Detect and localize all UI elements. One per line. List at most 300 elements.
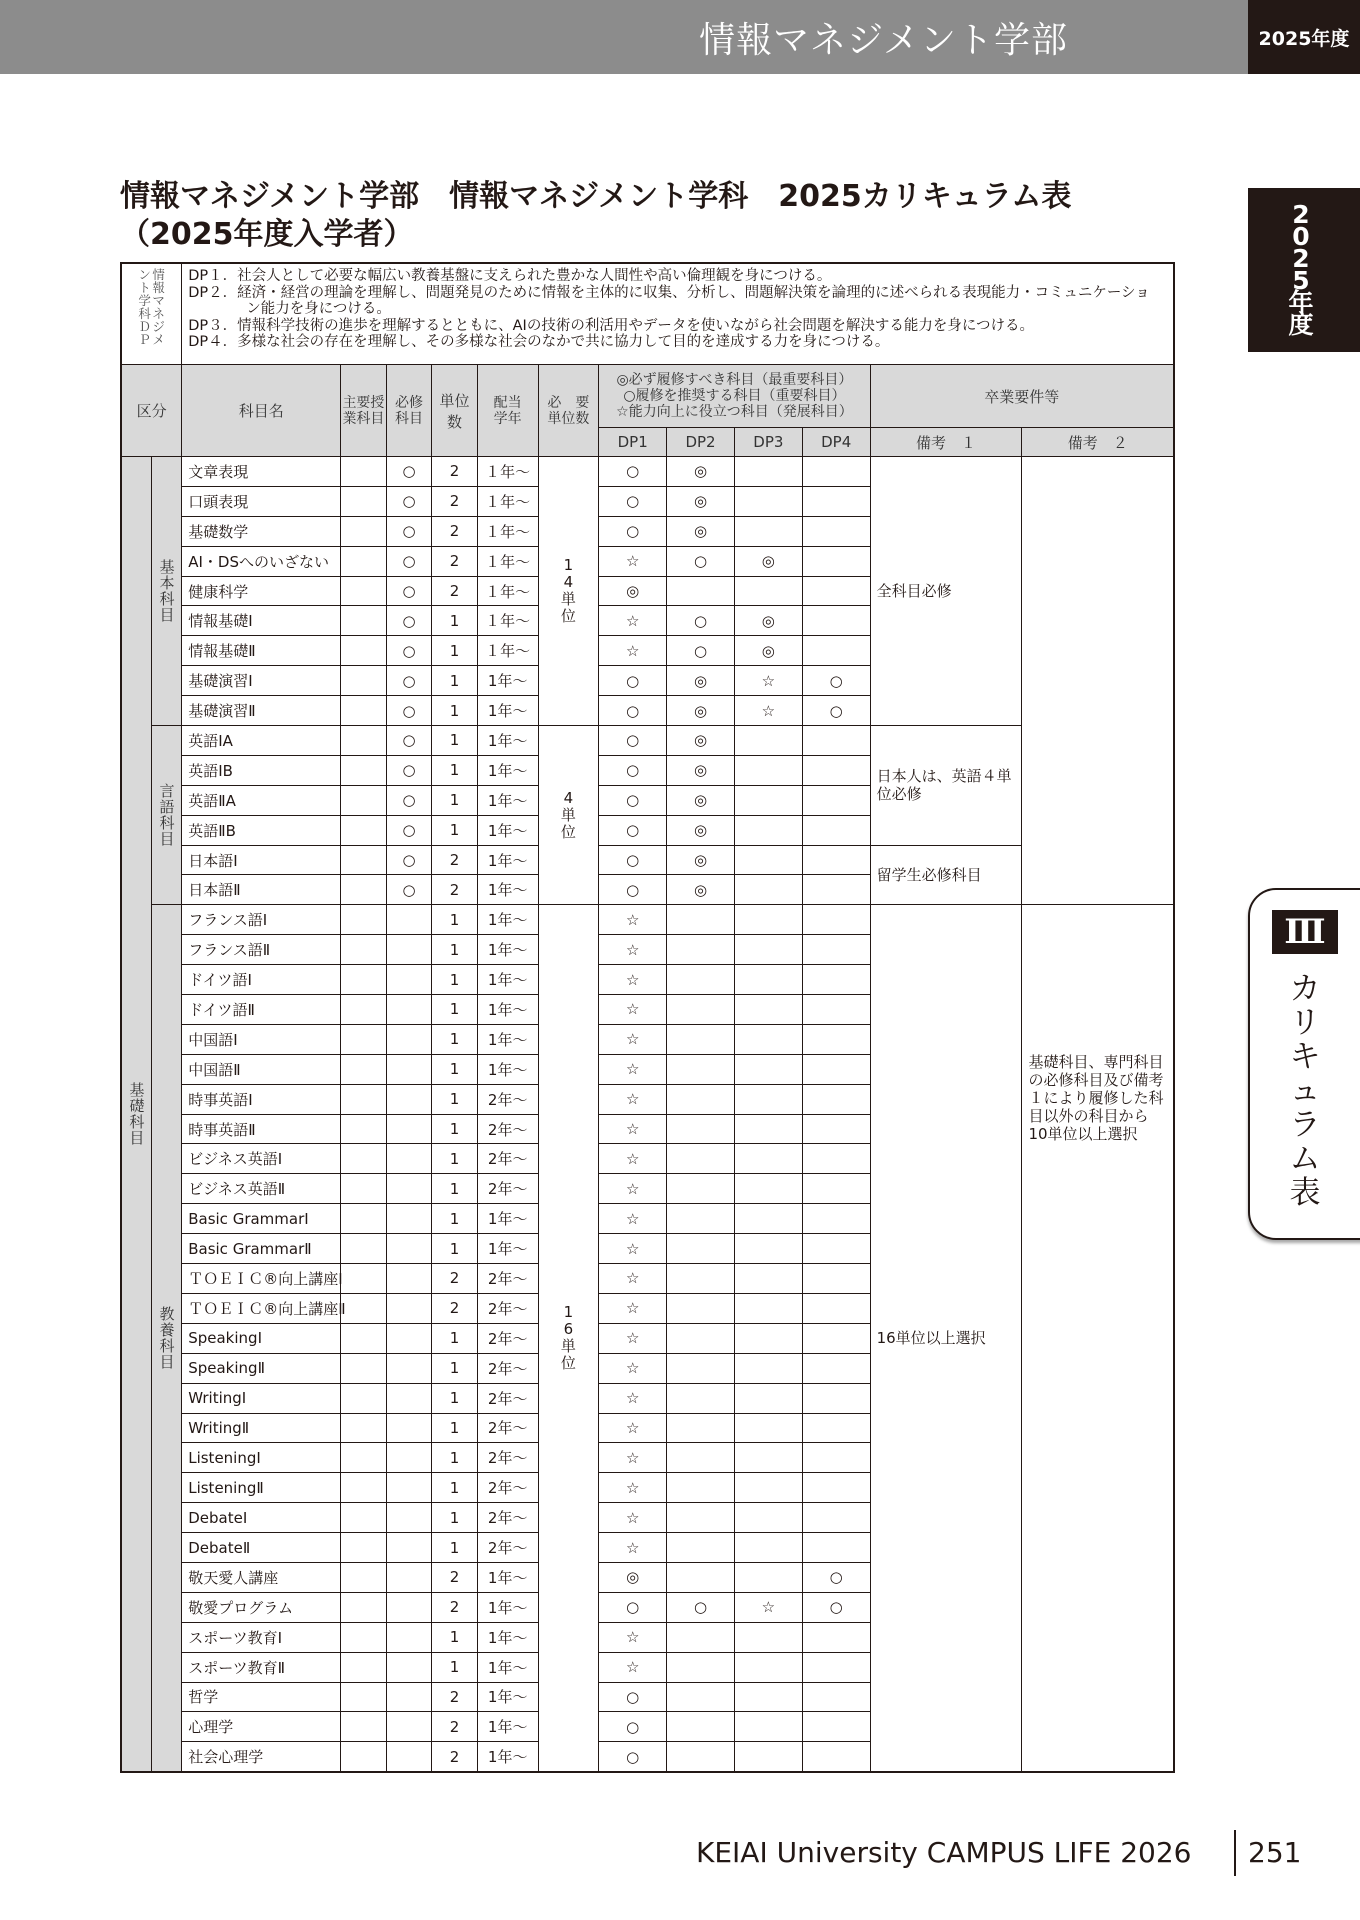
dp4-text: DP４．多様な社会の存在を理解し、その多様な社会のなかで共に協力して目的を達成する力を身につける。 bbox=[188, 334, 890, 350]
year-value: 1年〜 bbox=[477, 935, 538, 965]
year-value: 2年〜 bbox=[477, 1383, 538, 1413]
dp2-mark bbox=[667, 576, 735, 606]
dp4-mark bbox=[802, 1413, 870, 1443]
required-mark: ○ bbox=[386, 755, 432, 785]
subject-name: ドイツ語Ⅱ bbox=[182, 995, 341, 1025]
dp1-mark: ☆ bbox=[599, 935, 667, 965]
dp-heading-char: 科 bbox=[138, 306, 151, 321]
year-value: 2年〜 bbox=[477, 1473, 538, 1503]
required-mark bbox=[386, 1054, 432, 1084]
dp4-mark bbox=[802, 965, 870, 995]
dp3-mark bbox=[734, 1533, 802, 1563]
header-credits: 単位数 bbox=[432, 365, 478, 457]
dp2-text-cont: ン能力を身につける。 bbox=[246, 301, 391, 317]
dp4-mark bbox=[802, 1383, 870, 1413]
dp-heading-char: 報 bbox=[152, 280, 165, 295]
main-class-cell bbox=[341, 486, 387, 516]
main-class-cell bbox=[341, 1592, 387, 1622]
credit-value: 1 bbox=[432, 1443, 478, 1473]
dp4-mark bbox=[802, 785, 870, 815]
required-mark bbox=[386, 1144, 432, 1174]
credit-value: 2 bbox=[432, 1592, 478, 1622]
group-language-cell bbox=[151, 726, 181, 905]
dp-heading-char: 学 bbox=[138, 293, 151, 308]
dp3-mark bbox=[734, 1084, 802, 1114]
required-mark bbox=[386, 1353, 432, 1383]
required-mark bbox=[386, 1174, 432, 1204]
dp1-mark: ☆ bbox=[599, 1293, 667, 1323]
dp2-text: DP２．経済・経営の理論を理解し、問題発見のために情報を主体的に収集、分析し、問題解決策を論理的に述べられる表現能力・コミュニケーショ bbox=[188, 284, 1150, 301]
required-units-cell bbox=[538, 905, 599, 1772]
dp3-mark bbox=[734, 1622, 802, 1652]
dp2-mark bbox=[667, 1652, 735, 1682]
dp4-mark bbox=[802, 516, 870, 546]
chapter-char: ム bbox=[1289, 1141, 1321, 1177]
chapter-tab[interactable] bbox=[1248, 888, 1360, 1240]
dp3-mark: ☆ bbox=[734, 696, 802, 726]
required-mark bbox=[386, 1622, 432, 1652]
header-dp2: DP2 bbox=[667, 428, 735, 457]
dp2-mark bbox=[667, 1024, 735, 1054]
group-basic-cell bbox=[151, 457, 181, 726]
dp1-mark: ☆ bbox=[599, 546, 667, 576]
year-badge: 2025年度 bbox=[1248, 0, 1360, 74]
required-mark: ○ bbox=[386, 875, 432, 905]
subject-name: WritingⅠ bbox=[182, 1383, 341, 1413]
dp3-mark bbox=[734, 905, 802, 935]
dp4-mark bbox=[802, 1054, 870, 1084]
year-value: 1年〜 bbox=[477, 815, 538, 845]
dp4-mark bbox=[802, 1503, 870, 1533]
main-class-cell bbox=[341, 576, 387, 606]
dp2-mark bbox=[667, 1234, 735, 1264]
dp3-mark: ◎ bbox=[734, 606, 802, 636]
dp-heading-char: ネ bbox=[152, 306, 165, 321]
subject-name: 文章表現 bbox=[182, 457, 341, 487]
credit-value: 1 bbox=[432, 636, 478, 666]
dp3-mark: ◎ bbox=[734, 636, 802, 666]
chapter-char: リ bbox=[1289, 1005, 1321, 1041]
subject-name: 口頭表現 bbox=[182, 486, 341, 516]
dp2-mark bbox=[667, 1264, 735, 1294]
dp4-mark bbox=[802, 1742, 870, 1772]
dp3-mark bbox=[734, 1204, 802, 1234]
year-value: 1年〜 bbox=[477, 666, 538, 696]
dp-descriptions bbox=[182, 263, 1174, 365]
main-class-cell bbox=[341, 1562, 387, 1592]
curriculum-table bbox=[120, 262, 1175, 1773]
main-class-cell bbox=[341, 726, 387, 756]
subject-name: 英語ⅠB bbox=[182, 755, 341, 785]
subject-name: SpeakingⅡ bbox=[182, 1353, 341, 1383]
dp3-mark bbox=[734, 486, 802, 516]
dp2-mark bbox=[667, 1533, 735, 1563]
dp1-mark: ☆ bbox=[599, 1024, 667, 1054]
required-mark: ○ bbox=[386, 457, 432, 487]
subject-name: 英語ⅡA bbox=[182, 785, 341, 815]
side-year-char: 度 bbox=[1288, 310, 1314, 339]
dp4-mark bbox=[802, 815, 870, 845]
year-value: 1年〜 bbox=[477, 755, 538, 785]
note2-empty bbox=[1022, 457, 1174, 905]
credit-value: 1 bbox=[432, 785, 478, 815]
year-value: 2年〜 bbox=[477, 1533, 538, 1563]
chapter-label bbox=[1272, 972, 1338, 1210]
credit-value: 1 bbox=[432, 1054, 478, 1084]
dp2-mark bbox=[667, 1353, 735, 1383]
required-mark bbox=[386, 1712, 432, 1742]
dp1-mark: ☆ bbox=[599, 1174, 667, 1204]
year-value: 1年〜 bbox=[477, 1024, 538, 1054]
subject-name: 時事英語Ⅰ bbox=[182, 1084, 341, 1114]
credit-value: 2 bbox=[432, 1562, 478, 1592]
dp1-text: DP１．社会人として必要な幅広い教養基盤に支えられた豊かな人間性や高い倫理観を身につける。 bbox=[188, 268, 832, 284]
required-mark: ○ bbox=[386, 636, 432, 666]
dp2-mark bbox=[667, 1383, 735, 1413]
credit-value: 2 bbox=[432, 516, 478, 546]
dp2-mark bbox=[667, 1622, 735, 1652]
dp1-mark: ◎ bbox=[599, 1562, 667, 1592]
dp2-mark: ◎ bbox=[667, 785, 735, 815]
main-class-cell bbox=[341, 1054, 387, 1084]
required-mark bbox=[386, 1264, 432, 1294]
dp2-mark bbox=[667, 1682, 735, 1712]
year-value: 1年〜 bbox=[477, 1682, 538, 1712]
dp1-mark: ☆ bbox=[599, 636, 667, 666]
table-row bbox=[121, 457, 1174, 487]
subject-name: 英語ⅡB bbox=[182, 815, 341, 845]
year-value: 2年〜 bbox=[477, 1503, 538, 1533]
dp2-mark bbox=[667, 1084, 735, 1114]
subject-name: AI・DSへのいざない bbox=[182, 546, 341, 576]
main-class-cell bbox=[341, 1503, 387, 1533]
subject-name: フランス語Ⅱ bbox=[182, 935, 341, 965]
dp-row bbox=[121, 263, 1174, 365]
dp-heading bbox=[121, 263, 182, 365]
dp-heading-char: ン bbox=[138, 267, 151, 282]
credit-value: 1 bbox=[432, 1084, 478, 1114]
main-class-cell bbox=[341, 755, 387, 785]
dp1-mark: ○ bbox=[599, 1592, 667, 1622]
required-mark bbox=[386, 1742, 432, 1772]
main-class-cell bbox=[341, 875, 387, 905]
credit-value: 1 bbox=[432, 1383, 478, 1413]
dp1-mark: ☆ bbox=[599, 606, 667, 636]
required-mark: ○ bbox=[386, 606, 432, 636]
dp1-mark: ◎ bbox=[599, 576, 667, 606]
dp1-mark: ☆ bbox=[599, 1144, 667, 1174]
subject-name: 敬天愛人講座 bbox=[182, 1562, 341, 1592]
dp4-mark bbox=[802, 935, 870, 965]
dp1-mark: ☆ bbox=[599, 1622, 667, 1652]
year-value: 1年〜 bbox=[477, 875, 538, 905]
credit-value: 1 bbox=[432, 666, 478, 696]
table-row bbox=[121, 726, 1174, 756]
table-row bbox=[121, 845, 1174, 875]
required-mark bbox=[386, 905, 432, 935]
dp4-mark bbox=[802, 546, 870, 576]
dp4-mark bbox=[802, 726, 870, 756]
header-subject: 科目名 bbox=[182, 365, 341, 457]
subject-name: ＴＯＥＩＣ®向上講座Ⅱ bbox=[182, 1293, 341, 1323]
dp2-mark bbox=[667, 995, 735, 1025]
main-class-cell bbox=[341, 1323, 387, 1353]
subject-name: Basic GrammarⅠ bbox=[182, 1204, 341, 1234]
dp3-mark bbox=[734, 1293, 802, 1323]
dp4-mark bbox=[802, 1533, 870, 1563]
main-class-cell bbox=[341, 1473, 387, 1503]
dp4-mark bbox=[802, 845, 870, 875]
dp3-text: DP３．情報科学技術の進歩を理解するとともに、AIの技術の利活用やデータを使いながら社会問題を解決する能力を身につける。 bbox=[188, 317, 1035, 334]
dp4-mark bbox=[802, 1264, 870, 1294]
year-value: 2年〜 bbox=[477, 1114, 538, 1144]
year-value: 1年〜 bbox=[477, 905, 538, 935]
dp4-mark bbox=[802, 1473, 870, 1503]
dp1-mark: ☆ bbox=[599, 1413, 667, 1443]
main-class-cell bbox=[341, 1353, 387, 1383]
dp3-mark bbox=[734, 1054, 802, 1084]
dp3-mark bbox=[734, 1562, 802, 1592]
dp4-mark bbox=[802, 1622, 870, 1652]
required-units-value: 14単位 bbox=[560, 556, 576, 625]
footer-divider bbox=[1234, 1830, 1236, 1876]
dp3-mark bbox=[734, 1234, 802, 1264]
dp3-mark bbox=[734, 1114, 802, 1144]
main-class-cell bbox=[341, 815, 387, 845]
dp1-mark: ☆ bbox=[599, 1114, 667, 1144]
year-value: 2年〜 bbox=[477, 1144, 538, 1174]
dp3-mark bbox=[734, 1682, 802, 1712]
required-mark bbox=[386, 1413, 432, 1443]
required-mark bbox=[386, 1024, 432, 1054]
year-value: 1年〜 bbox=[477, 995, 538, 1025]
dp3-mark bbox=[734, 1264, 802, 1294]
credit-value: 2 bbox=[432, 1264, 478, 1294]
dp4-mark bbox=[802, 1353, 870, 1383]
note1-basic: 全科目必修 bbox=[870, 457, 1022, 726]
dp2-mark bbox=[667, 1293, 735, 1323]
main-class-cell bbox=[341, 845, 387, 875]
dp-heading-char: ト bbox=[138, 280, 151, 295]
subject-name: WritingⅡ bbox=[182, 1413, 341, 1443]
main-class-cell bbox=[341, 1174, 387, 1204]
required-mark bbox=[386, 1652, 432, 1682]
main-class-cell bbox=[341, 905, 387, 935]
dp3-mark bbox=[734, 1383, 802, 1413]
dp2-mark: ◎ bbox=[667, 666, 735, 696]
main-class-cell bbox=[341, 516, 387, 546]
year-value: 1年〜 bbox=[477, 1234, 538, 1264]
required-mark: ○ bbox=[386, 785, 432, 815]
dp1-mark: ☆ bbox=[599, 1084, 667, 1114]
required-mark: ○ bbox=[386, 696, 432, 726]
dp2-mark bbox=[667, 905, 735, 935]
credit-value: 2 bbox=[432, 576, 478, 606]
year-value: 2年〜 bbox=[477, 1323, 538, 1353]
dp2-mark: ◎ bbox=[667, 755, 735, 785]
credit-value: 2 bbox=[432, 1682, 478, 1712]
dp2-mark bbox=[667, 1204, 735, 1234]
dp3-mark bbox=[734, 815, 802, 845]
dp4-mark bbox=[802, 1712, 870, 1742]
dp2-mark bbox=[667, 1443, 735, 1473]
chapter-char: キ bbox=[1289, 1039, 1321, 1075]
main-class-cell bbox=[341, 546, 387, 576]
dp-heading-char: 情 bbox=[152, 267, 165, 282]
dp-heading-char: メ bbox=[152, 332, 165, 347]
dp3-mark bbox=[734, 1413, 802, 1443]
required-mark bbox=[386, 1234, 432, 1264]
required-mark bbox=[386, 1562, 432, 1592]
main-class-cell bbox=[341, 1084, 387, 1114]
note1-language-b: 留学生必修科目 bbox=[870, 845, 1022, 905]
year-value: １年〜 bbox=[477, 576, 538, 606]
year-value: 1年〜 bbox=[477, 726, 538, 756]
credit-value: 1 bbox=[432, 1024, 478, 1054]
dp-heading-char: Ｄ bbox=[138, 319, 151, 334]
dp4-mark bbox=[802, 875, 870, 905]
dp3-mark bbox=[734, 935, 802, 965]
main-class-cell bbox=[341, 1443, 387, 1473]
subject-name: 基礎数学 bbox=[182, 516, 341, 546]
header-year: 配当学年 bbox=[477, 365, 538, 457]
credit-value: 1 bbox=[432, 1533, 478, 1563]
credit-value: 1 bbox=[432, 1652, 478, 1682]
main-class-cell bbox=[341, 457, 387, 487]
dp1-mark: ○ bbox=[599, 696, 667, 726]
dp4-mark bbox=[802, 1652, 870, 1682]
dp4-mark bbox=[802, 995, 870, 1025]
credit-value: 1 bbox=[432, 995, 478, 1025]
required-mark bbox=[386, 965, 432, 995]
subject-name: 健康科学 bbox=[182, 576, 341, 606]
dp3-mark bbox=[734, 1712, 802, 1742]
dp3-mark bbox=[734, 755, 802, 785]
year-value: 2年〜 bbox=[477, 1293, 538, 1323]
dp4-mark bbox=[802, 755, 870, 785]
subject-name: 中国語Ⅱ bbox=[182, 1054, 341, 1084]
dp4-mark: ○ bbox=[802, 1562, 870, 1592]
year-value: 2年〜 bbox=[477, 1443, 538, 1473]
year-value: １年〜 bbox=[477, 516, 538, 546]
credit-value: 1 bbox=[432, 696, 478, 726]
subject-name: 敬愛プログラム bbox=[182, 1592, 341, 1622]
required-mark bbox=[386, 1383, 432, 1413]
dp4-mark bbox=[802, 1144, 870, 1174]
credit-value: 1 bbox=[432, 755, 478, 785]
dp1-mark: ○ bbox=[599, 516, 667, 546]
credit-value: 1 bbox=[432, 905, 478, 935]
required-mark bbox=[386, 1443, 432, 1473]
required-mark bbox=[386, 1503, 432, 1533]
dp1-mark: ☆ bbox=[599, 1353, 667, 1383]
header-category: 区分 bbox=[121, 365, 182, 457]
dp3-mark bbox=[734, 1443, 802, 1473]
dp3-mark bbox=[734, 995, 802, 1025]
dp3-mark: ☆ bbox=[734, 666, 802, 696]
required-mark bbox=[386, 1473, 432, 1503]
subject-name: 哲学 bbox=[182, 1682, 341, 1712]
main-class-cell bbox=[341, 1234, 387, 1264]
legend-line: ○履修を推奨する科目（重要科目） bbox=[623, 388, 846, 404]
main-class-cell bbox=[341, 606, 387, 636]
dp3-mark bbox=[734, 1742, 802, 1772]
main-class-cell bbox=[341, 696, 387, 726]
credit-value: 2 bbox=[432, 457, 478, 487]
main-class-cell bbox=[341, 935, 387, 965]
credit-value: 2 bbox=[432, 845, 478, 875]
dp2-mark: ◎ bbox=[667, 726, 735, 756]
year-value: １年〜 bbox=[477, 606, 538, 636]
dp4-mark bbox=[802, 1323, 870, 1353]
year-value: 2年〜 bbox=[477, 1174, 538, 1204]
dp1-mark: ○ bbox=[599, 457, 667, 487]
year-value: 1年〜 bbox=[477, 1742, 538, 1772]
dp3-mark bbox=[734, 1652, 802, 1682]
main-class-cell bbox=[341, 1533, 387, 1563]
dp1-mark: ○ bbox=[599, 815, 667, 845]
required-mark bbox=[386, 1084, 432, 1114]
subject-name: ListeningⅠ bbox=[182, 1443, 341, 1473]
header-band bbox=[0, 0, 1248, 74]
subject-name: DebateⅠ bbox=[182, 1503, 341, 1533]
dp3-mark: ◎ bbox=[734, 546, 802, 576]
required-mark bbox=[386, 935, 432, 965]
footer-text: KEIAI University CAMPUS LIFE 2026 bbox=[696, 1836, 1192, 1869]
dp2-mark: ◎ bbox=[667, 815, 735, 845]
year-value: １年〜 bbox=[477, 457, 538, 487]
header-dp3: DP3 bbox=[734, 428, 802, 457]
year-value: 1年〜 bbox=[477, 1204, 538, 1234]
required-mark bbox=[386, 1114, 432, 1144]
dp2-mark: ○ bbox=[667, 546, 735, 576]
main-class-cell bbox=[341, 1293, 387, 1323]
credit-value: 1 bbox=[432, 1473, 478, 1503]
dp3-mark bbox=[734, 845, 802, 875]
page-title: 情報マネジメント学部 情報マネジメント学科 2025カリキュラム表（2025年度入学者） bbox=[120, 179, 1072, 252]
dp1-mark: ☆ bbox=[599, 995, 667, 1025]
dp3-mark bbox=[734, 726, 802, 756]
dp2-mark bbox=[667, 1712, 735, 1742]
credit-value: 1 bbox=[432, 1622, 478, 1652]
note1-liberal: 16単位以上選択 bbox=[870, 905, 1022, 1772]
subject-name: Basic GrammarⅡ bbox=[182, 1234, 341, 1264]
dp1-mark: ○ bbox=[599, 845, 667, 875]
header-note1: 備考 １ bbox=[870, 428, 1022, 457]
legend bbox=[599, 365, 870, 428]
dp1-mark: ☆ bbox=[599, 905, 667, 935]
dp-heading-char: ジ bbox=[152, 319, 165, 334]
dp1-mark: ☆ bbox=[599, 1323, 667, 1353]
subject-name: 情報基礎Ⅱ bbox=[182, 636, 341, 666]
dp1-mark: ○ bbox=[599, 755, 667, 785]
dp2-mark bbox=[667, 1114, 735, 1144]
group-language-label: 言語科目 bbox=[157, 783, 176, 848]
chapter-char: ラ bbox=[1289, 1107, 1321, 1143]
dp3-mark bbox=[734, 785, 802, 815]
year-value: 2年〜 bbox=[477, 1413, 538, 1443]
required-mark bbox=[386, 1293, 432, 1323]
subject-name: 基礎演習Ⅱ bbox=[182, 696, 341, 726]
credit-value: 1 bbox=[432, 1144, 478, 1174]
dp4-mark: ○ bbox=[802, 1592, 870, 1622]
required-mark: ○ bbox=[386, 815, 432, 845]
subject-name: ビジネス英語Ⅰ bbox=[182, 1144, 341, 1174]
main-class-cell bbox=[341, 636, 387, 666]
dp4-mark: ○ bbox=[802, 666, 870, 696]
dp4-mark: ○ bbox=[802, 696, 870, 726]
dp3-mark bbox=[734, 1473, 802, 1503]
